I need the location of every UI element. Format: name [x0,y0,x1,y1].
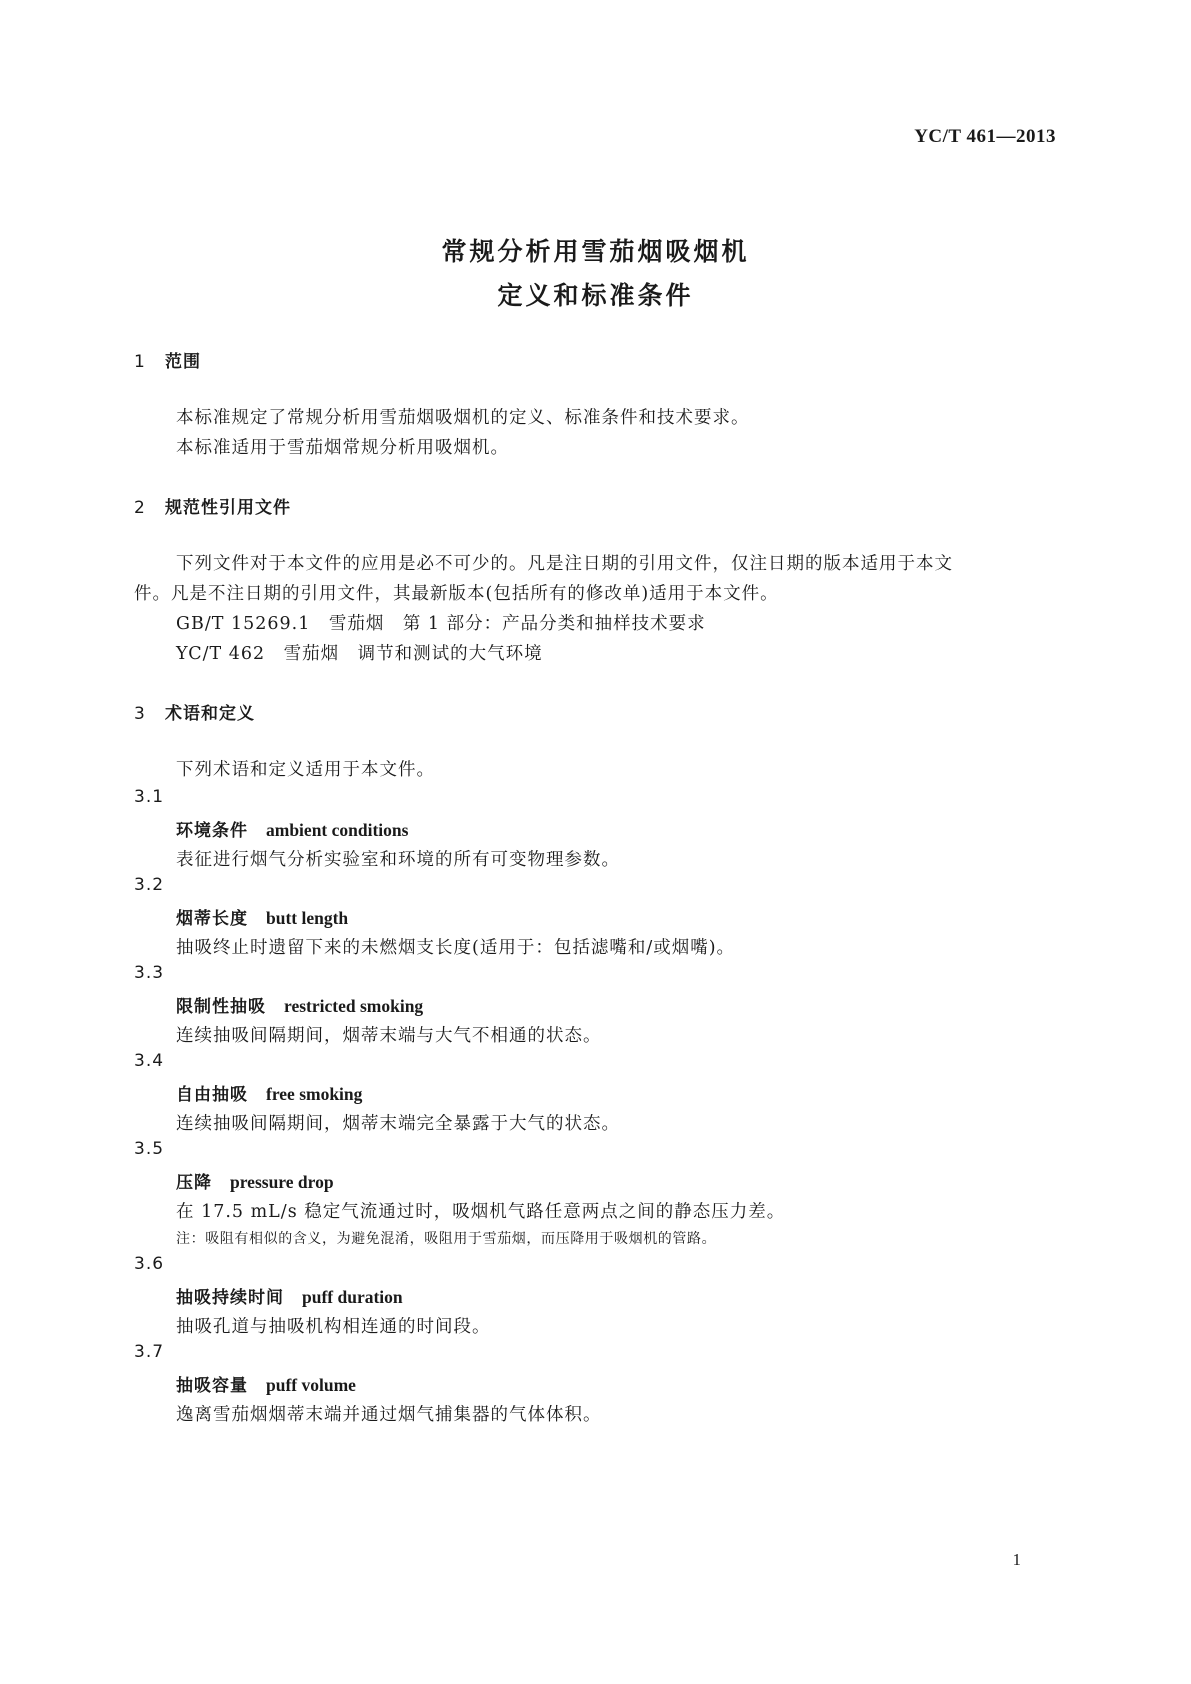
page-number: 1 [1012,1550,1021,1569]
section-1-paragraph: 本标准适用于雪茄烟常规分析用吸烟机。 [176,438,509,458]
term-definition: 抽吸孔道与抽吸机构相连通的时间段。 [176,1317,491,1337]
term-definition: 逸离雪茄烟烟蒂末端并通过烟气捕集器的气体体积。 [176,1405,602,1425]
section-number: 1 [134,352,146,372]
term-number: 3.3 [134,963,165,983]
section-2-intro-line1: 下列文件对于本文件的应用是必不可少的。凡是注日期的引用文件，仅注日期的版本适用于本文 [176,554,953,574]
section-3-heading [134,699,255,724]
term-number: 3.7 [134,1342,165,1362]
term-definition: 表征进行烟气分析实验室和环境的所有可变物理参数。 [176,850,620,870]
term-number: 3.6 [134,1254,165,1274]
term-chinese: 环境条件 [176,821,248,841]
term-english: butt length [266,908,349,928]
normative-reference: YC/T 462 雪茄烟 调节和测试的大气环境 [176,644,543,664]
term-definition: 抽吸终止时遗留下来的未燃烟支长度(适用于：包括滤嘴和/或烟嘴)。 [176,938,736,958]
document-title-line2: 定义和标准条件 [497,281,694,310]
section-title: 规范性引用文件 [165,498,291,518]
section-title: 术语和定义 [165,704,255,724]
term-heading [176,992,423,1017]
term-english: free smoking [266,1084,363,1104]
normative-reference: GB/T 15269.1 雪茄烟 第 1 部分：产品分类和抽样技术要求 [176,614,706,634]
term-heading [176,1283,403,1308]
term-chinese: 自由抽吸 [176,1085,248,1105]
term-english: restricted smoking [284,996,424,1016]
section-number: 2 [134,498,146,518]
term-number: 3.5 [134,1139,165,1159]
term-chinese: 烟蒂长度 [176,909,248,929]
section-2-heading [134,493,291,518]
term-english: puff volume [266,1375,356,1395]
term-heading [176,904,348,929]
section-1-heading [134,347,201,372]
document-code: YC/T 461—2013 [914,126,1056,147]
term-english: pressure drop [230,1172,334,1192]
term-heading [176,1371,356,1396]
section-number: 3 [134,704,146,724]
term-definition: 在 17.5 mL/s 稳定气流通过时，吸烟机气路任意两点之间的静态压力差。 [176,1202,786,1222]
term-chinese: 限制性抽吸 [176,997,266,1017]
term-note: 注：吸阻有相似的含义，为避免混淆，吸阻用于雪茄烟，而压降用于吸烟机的管路。 [176,1231,717,1247]
term-definition: 连续抽吸间隔期间，烟蒂末端与大气不相通的状态。 [176,1026,602,1046]
term-heading [176,1080,362,1105]
term-english: ambient conditions [266,820,409,840]
term-number: 3.2 [134,875,165,895]
term-chinese: 抽吸容量 [176,1376,248,1396]
term-chinese: 压降 [176,1173,212,1193]
document-title-line1: 常规分析用雪茄烟吸烟机 [441,237,750,266]
term-english: puff duration [302,1287,403,1307]
term-definition: 连续抽吸间隔期间，烟蒂末端完全暴露于大气的状态。 [176,1114,620,1134]
term-number: 3.4 [134,1051,165,1071]
term-heading [176,816,408,841]
section-1-paragraph: 本标准规定了常规分析用雪茄烟吸烟机的定义、标准条件和技术要求。 [176,408,750,428]
section-title: 范围 [165,352,201,372]
section-2-intro-line2: 件。凡是不注日期的引用文件，其最新版本(包括所有的修改单)适用于本文件。 [134,584,779,604]
term-number: 3.1 [134,787,165,807]
term-heading [176,1168,334,1193]
term-chinese: 抽吸持续时间 [176,1288,284,1308]
section-3-intro: 下列术语和定义适用于本文件。 [176,760,435,780]
